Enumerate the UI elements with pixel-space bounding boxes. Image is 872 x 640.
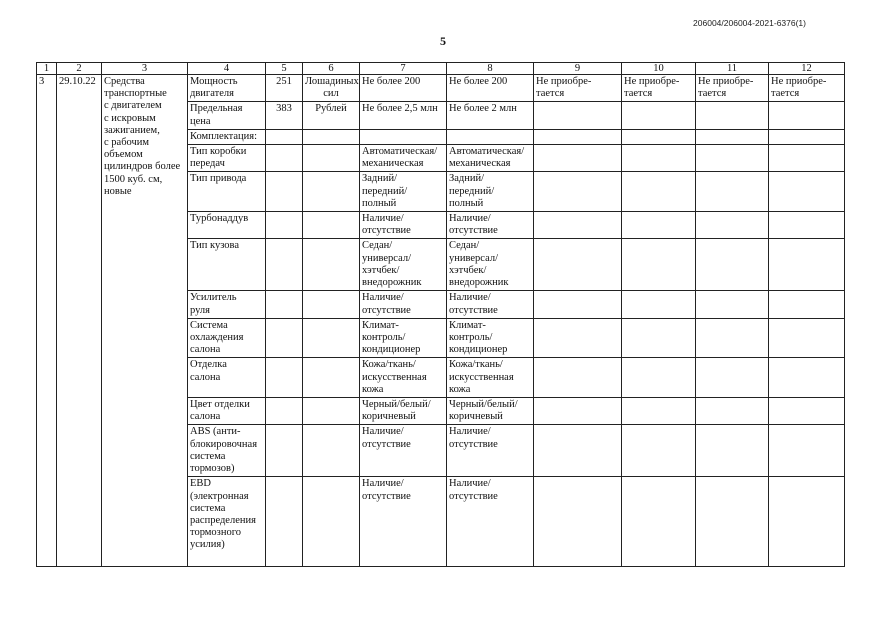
value-column-8 <box>447 129 534 144</box>
empty-cell <box>769 102 845 129</box>
empty-cell <box>769 145 845 172</box>
row-number: 3 <box>37 75 57 567</box>
empty-cell <box>769 212 845 239</box>
unit-name <box>303 425 360 477</box>
empty-cell <box>534 425 622 477</box>
page-number: 5 <box>440 34 446 48</box>
value-column-7: Климат- контроль/ кондиционер <box>360 318 447 358</box>
empty-cell <box>769 172 845 212</box>
unit-name <box>303 129 360 144</box>
empty-cell <box>534 129 622 144</box>
characteristic-name: Тип кузова <box>188 239 266 291</box>
value-column-9: Не приобре- тается <box>534 75 622 102</box>
value-column-8: Климат- контроль/ кондиционер <box>447 318 534 358</box>
column-number: 11 <box>696 63 769 75</box>
okpd-code: 29.10.22 <box>57 75 102 567</box>
value-column-7: Кожа/ткань/ искусственная кожа <box>360 358 447 398</box>
empty-cell <box>534 102 622 129</box>
characteristic-name: Турбонаддув <box>188 212 266 239</box>
unit-name <box>303 358 360 398</box>
empty-cell <box>696 239 769 291</box>
unit-code <box>266 129 303 144</box>
characteristic-name: Отделка салона <box>188 358 266 398</box>
empty-cell <box>622 239 696 291</box>
characteristic-name: Комплектация: <box>188 129 266 144</box>
unit-name <box>303 318 360 358</box>
unit-name <box>303 398 360 425</box>
empty-cell <box>622 318 696 358</box>
value-column-8: Седан/ универсал/ хэтчбек/ внедорожник <box>447 239 534 291</box>
empty-cell <box>622 212 696 239</box>
value-column-7: Черный/белый/ коричневый <box>360 398 447 425</box>
empty-cell <box>696 398 769 425</box>
value-column-7: Наличие/ отсутствие <box>360 291 447 318</box>
unit-code: 251 <box>266 75 303 102</box>
column-number: 5 <box>266 63 303 75</box>
empty-cell <box>622 425 696 477</box>
column-number: 7 <box>360 63 447 75</box>
unit-code <box>266 239 303 291</box>
characteristic-name: Система охлаждения салона <box>188 318 266 358</box>
empty-cell <box>769 358 845 398</box>
unit-name <box>303 172 360 212</box>
empty-cell <box>534 398 622 425</box>
empty-cell <box>534 358 622 398</box>
value-column-7: Не более 200 <box>360 75 447 102</box>
unit-name <box>303 477 360 567</box>
characteristic-name: Предельная цена <box>188 102 266 129</box>
column-number: 4 <box>188 63 266 75</box>
product-name: Средства транспортные с двигателем с искровым зажиганием, с рабочим объемом цилиндров более 1500 куб. см, новые <box>102 75 188 567</box>
value-column-8: Наличие/ отсутствие <box>447 291 534 318</box>
empty-cell <box>696 291 769 318</box>
unit-code <box>266 425 303 477</box>
empty-cell <box>622 129 696 144</box>
column-number: 3 <box>102 63 188 75</box>
value-column-7: Задний/ передний/ полный <box>360 172 447 212</box>
empty-cell <box>534 145 622 172</box>
unit-code <box>266 172 303 212</box>
value-column-7: Наличие/ отсутствие <box>360 212 447 239</box>
characteristic-name: Усилитель руля <box>188 291 266 318</box>
document-id: 206004/206004-2021-6376(1) <box>693 18 806 28</box>
value-column-8: Кожа/ткань/ искусственная кожа <box>447 358 534 398</box>
column-number: 2 <box>57 63 102 75</box>
column-number: 9 <box>534 63 622 75</box>
empty-cell <box>769 398 845 425</box>
empty-cell <box>696 102 769 129</box>
empty-cell <box>534 477 622 567</box>
characteristic-name: Тип привода <box>188 172 266 212</box>
unit-code <box>266 291 303 318</box>
empty-cell <box>696 358 769 398</box>
unit-name: Лошадиных сил <box>303 75 360 102</box>
empty-cell <box>696 145 769 172</box>
empty-cell <box>769 239 845 291</box>
characteristic-name: Цвет отделки салона <box>188 398 266 425</box>
value-column-8: Черный/белый/ коричневый <box>447 398 534 425</box>
value-column-10: Не приобре- тается <box>622 75 696 102</box>
empty-cell <box>769 425 845 477</box>
characteristic-name: Тип коробки передач <box>188 145 266 172</box>
empty-cell <box>534 291 622 318</box>
empty-cell <box>769 291 845 318</box>
value-column-8: Наличие/ отсутствие <box>447 477 534 567</box>
value-column-7: Автоматическая/ механическая <box>360 145 447 172</box>
value-column-8: Автоматическая/ механическая <box>447 145 534 172</box>
empty-cell <box>534 318 622 358</box>
empty-cell <box>696 318 769 358</box>
empty-cell <box>769 477 845 567</box>
column-number: 10 <box>622 63 696 75</box>
value-column-8: Наличие/ отсутствие <box>447 425 534 477</box>
empty-cell <box>769 129 845 144</box>
empty-cell <box>622 172 696 212</box>
value-column-7: Наличие/ отсутствие <box>360 425 447 477</box>
value-column-7: Наличие/ отсутствие <box>360 477 447 567</box>
column-number-row <box>37 63 845 75</box>
unit-name <box>303 145 360 172</box>
specification-table <box>36 62 845 567</box>
table-row <box>37 75 845 102</box>
empty-cell <box>534 172 622 212</box>
column-number: 8 <box>447 63 534 75</box>
empty-cell <box>696 212 769 239</box>
value-column-11: Не приобре- тается <box>696 75 769 102</box>
unit-name <box>303 239 360 291</box>
unit-code <box>266 145 303 172</box>
value-column-8: Не более 2 млн <box>447 102 534 129</box>
unit-code <box>266 398 303 425</box>
characteristic-name: EBD (электронная система распределения тормозного усилия) <box>188 477 266 567</box>
empty-cell <box>622 291 696 318</box>
empty-cell <box>696 172 769 212</box>
empty-cell <box>696 425 769 477</box>
empty-cell <box>534 239 622 291</box>
characteristic-name: ABS (анти- блокировочная система тормозов) <box>188 425 266 477</box>
value-column-7 <box>360 129 447 144</box>
characteristic-name: Мощность двигателя <box>188 75 266 102</box>
value-column-8: Не более 200 <box>447 75 534 102</box>
column-number: 12 <box>769 63 845 75</box>
unit-name <box>303 291 360 318</box>
unit-code <box>266 358 303 398</box>
value-column-8: Наличие/ отсутствие <box>447 212 534 239</box>
unit-name <box>303 212 360 239</box>
column-number: 6 <box>303 63 360 75</box>
empty-cell <box>622 398 696 425</box>
empty-cell <box>696 129 769 144</box>
value-column-12: Не приобре- тается <box>769 75 845 102</box>
value-column-8: Задний/ передний/ полный <box>447 172 534 212</box>
empty-cell <box>622 477 696 567</box>
column-number: 1 <box>37 63 57 75</box>
unit-code <box>266 212 303 239</box>
value-column-7: Не более 2,5 млн <box>360 102 447 129</box>
unit-code <box>266 477 303 567</box>
empty-cell <box>622 358 696 398</box>
empty-cell <box>534 212 622 239</box>
empty-cell <box>696 477 769 567</box>
empty-cell <box>769 318 845 358</box>
unit-code <box>266 318 303 358</box>
value-column-7: Седан/ универсал/ хэтчбек/ внедорожник <box>360 239 447 291</box>
empty-cell <box>622 102 696 129</box>
empty-cell <box>622 145 696 172</box>
unit-name: Рублей <box>303 102 360 129</box>
unit-code: 383 <box>266 102 303 129</box>
